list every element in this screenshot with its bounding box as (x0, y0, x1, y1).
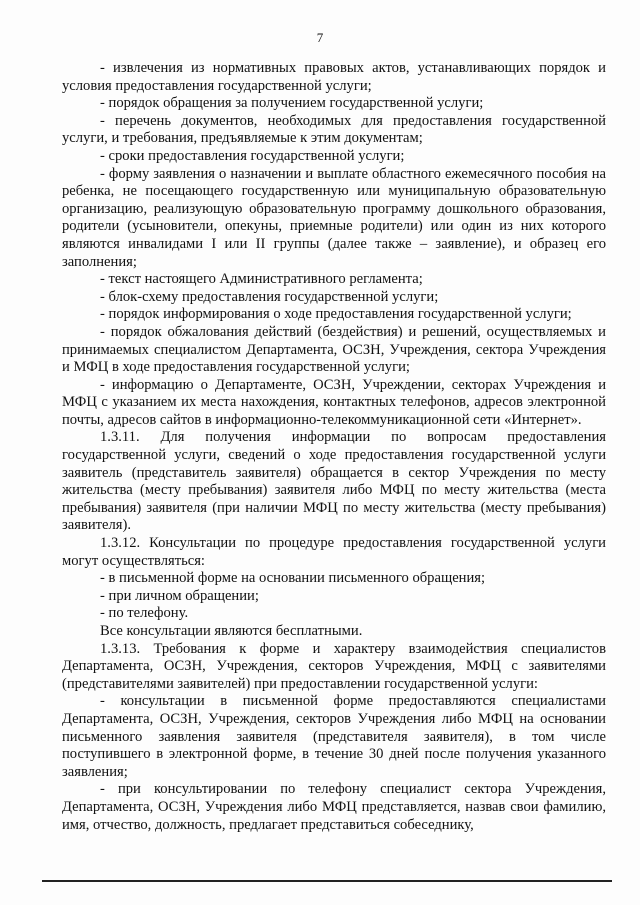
paragraph: 1.3.12. Консультации по процедуре предоставления государственной услуги могут осуществляться: (62, 535, 606, 569)
paragraph: - перечень документов, необходимых для предоставления государственной услуги, и требования, предъявляемые к этим документам; (62, 112, 606, 147)
paragraph: - сроки предоставления государственной услуги; (100, 147, 405, 164)
document-body (62, 60, 606, 834)
paragraph: - форму заявления о назначении и выплате областного ежемесячного пособия на ребенка, не посещающего государственную или муниципальную образовательную организацию, реализующую образовательную программу дошкольного образования, родители (усыновители, опекуны, приемные родители) или один из них которого являются инвалидами I или II группы (далее также – заявление), и образец его заполнения; (62, 165, 606, 270)
paragraph: - по телефону. (100, 605, 189, 622)
paragraph: 1.3.11. Для получения информации по вопросам предоставления государственной услуги, сведений о ходе предоставления государственной услуги заявитель (представитель заявителя) обращается в сектор Учреждения по месту жительства (месту пребывания) заявителя либо МФЦ по месту жительства (места пребывания) заявителя (при наличии МФЦ по месту жительства (месту пребывания) заявителя). (62, 429, 606, 534)
paragraph: - текст настоящего Административного регламента; (100, 271, 423, 288)
paragraph: - в письменной форме на основании письменного обращения; (100, 570, 486, 587)
paragraph: - консультации в письменной форме предоставляются специалистами Департамента, ОСЗН, Учреждения, секторов Учреждения либо МФЦ на основании письменного заявления заявителя (представителя заявителя), в том числе поступившего в электронной форме, в течение 30 дней после получения указанного заявления; (62, 693, 606, 780)
paragraph: Все консультации являются бесплатными. (100, 623, 363, 639)
paragraph: - порядок информирования о ходе предоставления государственной услуги; (100, 306, 572, 323)
paragraph: 1.3.13. Требования к форме и характеру взаимодействия специалистов Департамента, ОСЗН, Учреждения, секторов Учреждения, МФЦ с заявителями (представителями заявителей) при предоставлении государственной услуги: (62, 640, 606, 692)
paragraph: - при консультировании по телефону специалист сектора Учреждения, Департамента, ОСЗН, Учреждения либо МФЦ представляется, назвав свои фамилию, имя, отчество, должность, предлагает представиться собеседнику, (62, 781, 606, 833)
paragraph: - блок-схему предоставления государственной услуги; (100, 288, 439, 305)
paragraph: - порядок обращения за получением государственной услуги; (100, 95, 484, 112)
paragraph: - извлечения из нормативных правовых актов, устанавливающих порядок и условия предоставления государственной услуги; (62, 60, 606, 94)
bottom-divider (42, 880, 612, 882)
paragraph: - информацию о Департаменте, ОСЗН, Учреждении, секторах Учреждения и МФЦ с указанием их места нахождения, контактных телефонов, адресов электронной почты, адресов сайтов в информационно-телекоммуникационной сети «Интернет». (62, 376, 606, 428)
paragraph: - при личном обращении; (100, 587, 259, 604)
page-number: 7 (316, 30, 324, 45)
paragraph: - порядок обжалования действий (бездействия) и решений, осуществляемых и принимаемых специалистом Департамента, ОСЗН, Учреждения, сектора Учреждения и МФЦ в ходе предоставления государственной услуги; (62, 323, 606, 376)
